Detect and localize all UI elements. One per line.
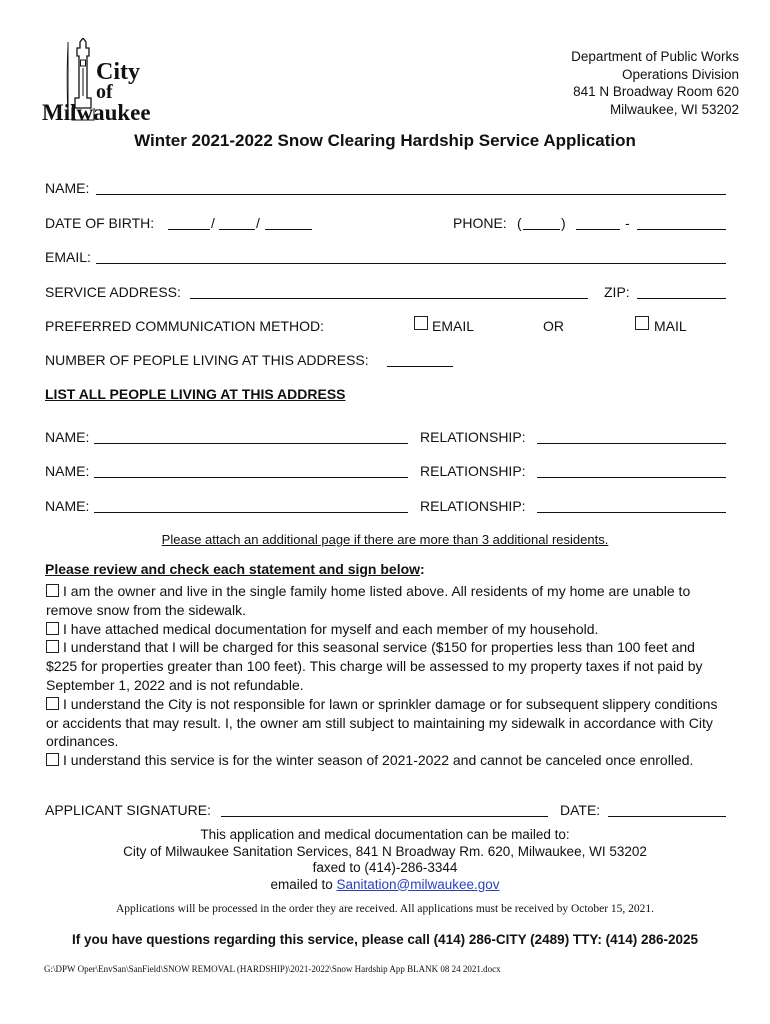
statement-checkbox[interactable] xyxy=(46,697,59,710)
questions-contact: If you have questions regarding this service, please call (414) 286-CITY (2489) TTY: (414) 286-2025 xyxy=(71,932,698,947)
phone-line-field[interactable] xyxy=(637,229,726,230)
phone-paren-open: ( xyxy=(517,215,522,231)
statement-item xyxy=(46,582,728,620)
statement-text: I understand this service is for the winter season of 2021-2022 and cannot be canceled once enrolled. xyxy=(63,752,694,769)
review-heading-text: Please review and check each statement and sign below xyxy=(45,561,421,577)
statement-checkbox[interactable] xyxy=(46,622,59,635)
mailing-line: This application and medical documentation can be mailed to: xyxy=(200,827,570,842)
dob-label: DATE OF BIRTH: xyxy=(45,215,155,231)
resident-name-field[interactable] xyxy=(94,443,408,444)
logo-city-text: City xyxy=(96,59,140,85)
additional-residents-note xyxy=(0,532,770,547)
phone-area-code-field[interactable] xyxy=(523,229,560,230)
resident-relationship-field[interactable] xyxy=(537,477,726,478)
logo-milwaukee-text: Milwaukee xyxy=(42,100,151,125)
mail-option-checkbox[interactable] xyxy=(635,316,649,330)
city-logo xyxy=(42,38,151,125)
resident-name-label: NAME: xyxy=(45,498,90,514)
statement-list xyxy=(46,582,728,770)
statement-text: I have attached medical documentation for myself and each member of my household. xyxy=(63,620,599,637)
dob-month-field[interactable] xyxy=(168,229,210,230)
service-address-label: SERVICE ADDRESS: xyxy=(45,284,181,300)
dob-year-field[interactable] xyxy=(265,229,312,230)
mail-option-label: MAIL xyxy=(654,318,687,334)
statement-item xyxy=(46,695,728,751)
mailing-instructions xyxy=(0,827,770,893)
date-field[interactable] xyxy=(608,816,726,817)
additional-residents-note-text: Please attach an additional page if there are more than 3 additional residents. xyxy=(161,532,609,547)
resident-relationship-field[interactable] xyxy=(537,512,726,513)
statement-item xyxy=(46,620,728,639)
resident-relationship-label: RELATIONSHIP: xyxy=(420,429,526,445)
email-prefix: emailed to xyxy=(270,876,333,892)
dob-day-field[interactable] xyxy=(219,229,255,230)
statement-text: I understand that I will be charged for this seasonal service ($150 for properties less than 100 feet and $225 for properties greater than 100 feet). This charge will be assessed to my property taxes if not paid by September 1, 2022 and is not refundable. xyxy=(46,639,703,693)
or-text: OR xyxy=(543,318,564,334)
review-heading-colon: : xyxy=(420,561,425,577)
statement-checkbox[interactable] xyxy=(46,753,59,766)
sanitation-email-link[interactable]: Sanitation@milwaukee.gov xyxy=(336,876,500,892)
resident-name-field[interactable] xyxy=(94,512,408,513)
name-field[interactable] xyxy=(96,194,726,195)
mailing-line: faxed to (414)-286-3344 xyxy=(312,860,458,875)
zip-label: ZIP: xyxy=(604,284,630,300)
statement-text: I am the owner and live in the single family home listed above. All residents of my home are unable to remove snow from the sidewalk. xyxy=(46,583,691,618)
preferred-method-label: PREFERRED COMMUNICATION METHOD: xyxy=(45,318,324,334)
email-option-checkbox[interactable] xyxy=(414,316,428,330)
phone-paren-close: ) xyxy=(561,215,566,231)
email-option-label: EMAIL xyxy=(432,318,475,334)
signature-label: APPLICANT SIGNATURE: xyxy=(45,802,211,818)
address-line: Department of Public Works xyxy=(571,49,739,64)
statement-item xyxy=(46,751,728,770)
statement-checkbox[interactable] xyxy=(46,640,59,653)
page-title: Winter 2021-2022 Snow Clearing Hardship Service Application xyxy=(134,131,636,150)
department-address xyxy=(571,48,739,118)
logo-of-text: of xyxy=(96,81,113,103)
statement-item xyxy=(46,638,728,694)
review-heading xyxy=(45,561,425,577)
mailing-line: City of Milwaukee Sanitation Services, 841 N Broadway Rm. 620, Milwaukee, WI 53202 xyxy=(123,843,647,859)
zip-field[interactable] xyxy=(637,298,726,299)
statement-text: I understand the City is not responsible for lawn or sprinkler damage or for subsequent slippery conditions or accidents that may result. I, the owner am still subject to maintaining my sidewalk in accordance with City ordinances. xyxy=(46,695,718,750)
date-label: DATE: xyxy=(560,802,601,818)
signature-field[interactable] xyxy=(221,816,548,817)
statement-checkbox[interactable] xyxy=(46,584,59,597)
phone-dash: - xyxy=(625,215,630,231)
email-label: EMAIL: xyxy=(45,249,91,265)
dob-separator: / xyxy=(256,215,260,231)
phone-label: PHONE: xyxy=(453,215,507,231)
people-count-field[interactable] xyxy=(387,366,453,367)
resident-name-label: NAME: xyxy=(45,429,90,445)
processing-note: Applications will be processed in the order they are received. All applications must be received by October 15, 2021. xyxy=(115,903,655,915)
name-label: NAME: xyxy=(45,180,90,196)
service-address-field[interactable] xyxy=(190,298,588,299)
address-line: 841 N Broadway Room 620 xyxy=(573,84,739,99)
file-path: G:\DPW Oper\EnvSan\SanField\SNOW REMOVAL (HARDSHIP)\2021-2022\Snow Hardship App BLANK 08 24 2021.docx xyxy=(44,964,501,974)
residents-heading: LIST ALL PEOPLE LIVING AT THIS ADDRESS xyxy=(45,386,346,402)
phone-prefix-field[interactable] xyxy=(576,229,620,230)
email-field[interactable] xyxy=(96,263,726,264)
mailing-line xyxy=(0,877,770,894)
resident-name-label: NAME: xyxy=(45,463,90,479)
resident-relationship-field[interactable] xyxy=(537,443,726,444)
dob-separator: / xyxy=(211,215,215,231)
resident-relationship-label: RELATIONSHIP: xyxy=(420,463,526,479)
address-line: Milwaukee, WI 53202 xyxy=(609,101,739,117)
resident-name-field[interactable] xyxy=(94,477,408,478)
address-line: Operations Division xyxy=(621,66,739,82)
people-count-label: NUMBER OF PEOPLE LIVING AT THIS ADDRESS: xyxy=(45,352,369,368)
resident-relationship-label: RELATIONSHIP: xyxy=(420,498,526,514)
